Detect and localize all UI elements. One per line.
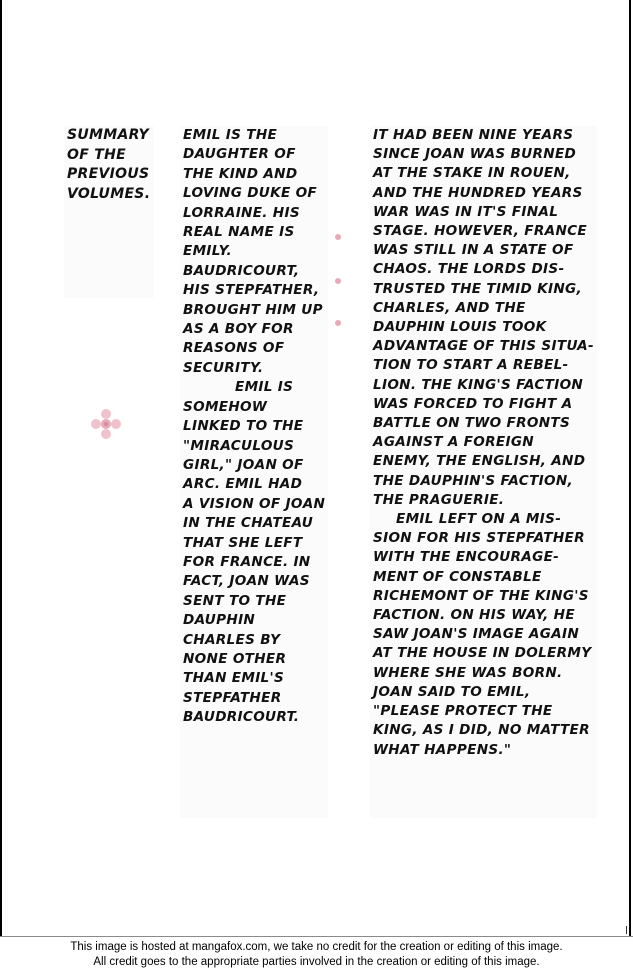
heading-line: PREVIOUS — [67, 166, 150, 182]
text-line: THE DAUPHIN'S FACTION, — [373, 472, 573, 489]
text-line: TRUSTED THE TIMID KING, — [373, 280, 582, 297]
text-line: WAS STILL IN A STATE OF — [373, 242, 574, 259]
text-line: AT THE STAKE IN ROUEN, — [373, 165, 571, 182]
text-line: LION. THE KING'S FACTION — [373, 376, 584, 393]
text-line: KING, AS I DID, NO MATTER — [373, 722, 590, 739]
text-line: TION TO START A REBEL- — [373, 357, 569, 374]
text-line: BATTLE ON TWO FRONTS — [373, 415, 571, 432]
text-line: THE PRAGUERIE. — [373, 491, 505, 508]
text-line: AGAINST A FOREIGN — [373, 434, 534, 451]
text-line: SECURITY. — [183, 359, 264, 376]
text-line: STEPFATHER — [183, 689, 282, 706]
text-line: SENT TO THE — [183, 592, 287, 609]
page-bottom-rule — [0, 936, 633, 937]
text-line: FACT, JOAN WAS — [183, 573, 310, 590]
text-line: ENEMY, THE ENGLISH, AND — [373, 453, 586, 470]
text-line: WHAT HAPPENS." — [373, 741, 512, 758]
dot-ornament-icon — [333, 232, 343, 242]
text-line: SOMEHOW — [183, 398, 268, 415]
text-line: WAR WAS IN IT'S FINAL — [373, 203, 559, 220]
text-line: NONE OTHER — [183, 650, 287, 667]
heading-line: VOLUMES. — [67, 185, 151, 202]
text-line: SAW JOAN'S IMAGE AGAIN — [373, 626, 580, 643]
flower-ornament-icon — [88, 406, 124, 442]
text-line: AT THE HOUSE IN DOLERMY — [373, 645, 592, 662]
hosting-disclaimer — [0, 940, 633, 969]
text-line: EMIL LEFT ON A MIS- — [396, 511, 562, 528]
heading-line: SUMMARY — [67, 127, 149, 143]
corner-tick — [626, 926, 627, 934]
middle-column-text — [180, 126, 328, 818]
text-line: ARC. EMIL HAD — [183, 476, 303, 493]
text-line: DAUPHIN — [183, 612, 256, 629]
text-line: WHERE SHE WAS BORN. — [373, 664, 563, 681]
text-line: CHARLES, AND THE — [373, 299, 526, 316]
text-line: AND THE HUNDRED YEARS — [373, 184, 583, 201]
text-line: HIS STEPFATHER, — [183, 282, 320, 299]
text-line: FOR FRANCE. IN — [183, 553, 311, 570]
text-line: LOVING DUKE OF — [183, 185, 318, 202]
right-column-text — [370, 126, 597, 818]
text-line: LINKED TO THE — [183, 418, 304, 435]
text-line: BAUDRICOURT, — [183, 262, 300, 279]
text-line: WAS FORCED TO FIGHT A — [373, 395, 573, 412]
text-line: AS A BOY FOR — [183, 321, 294, 338]
text-line: STAGE. HOWEVER, FRANCE — [373, 223, 588, 240]
text-line: SION FOR HIS STEPFATHER — [373, 530, 585, 547]
text-line: "PLEASE PROTECT THE — [373, 703, 553, 720]
text-line: THAN EMIL'S — [183, 670, 285, 687]
text-line: A VISION OF JOAN — [183, 495, 326, 512]
text-line: CHAOS. THE LORDS DIS- — [373, 261, 565, 278]
text-line: THAT SHE LEFT — [183, 534, 303, 551]
text-line: CHARLES BY — [183, 631, 281, 648]
summary-heading — [64, 126, 154, 298]
dot-ornament-icon — [333, 276, 343, 286]
text-line: DAUGHTER OF — [183, 146, 296, 163]
text-line: LORRAINE. HIS — [183, 204, 300, 221]
text-line: "MIRACULOUS — [183, 437, 295, 454]
text-line: MENT OF CONSTABLE — [373, 568, 542, 585]
text-line: IT HAD BEEN NINE YEARS — [373, 127, 574, 143]
text-line: ADVANTAGE OF THIS SITUA- — [373, 338, 594, 355]
disclaimer-line-1: This image is hosted at mangafox.com, we take no credit for the creation or editing of this image. — [70, 941, 563, 953]
text-line: FACTION. ON HIS WAY, HE — [373, 607, 575, 624]
text-line: REASONS OF — [183, 340, 285, 357]
text-line: JOAN SAID TO EMIL, — [373, 683, 531, 700]
heading-line: OF THE — [67, 146, 126, 163]
dot-ornament-icon — [333, 318, 343, 328]
text-line: BAUDRICOURT. — [183, 709, 300, 726]
text-line: RICHEMONT OF THE KING'S — [373, 587, 589, 604]
text-line: WITH THE ENCOURAGE- — [373, 549, 560, 566]
text-line: GIRL," JOAN OF — [183, 456, 304, 473]
text-line: THE KIND AND — [183, 165, 298, 182]
disclaimer-line-2: All credit goes to the appropriate parties involved in the creation or editing of this image. — [93, 955, 540, 968]
text-line: EMIL IS THE — [183, 127, 278, 143]
text-line: EMIL IS — [235, 379, 294, 396]
text-line: REAL NAME IS — [183, 224, 295, 241]
text-line: SINCE JOAN WAS BURNED — [373, 146, 577, 163]
text-line: DAUPHIN LOUIS TOOK — [373, 319, 547, 336]
text-line: BROUGHT HIM UP — [183, 301, 323, 318]
text-line: EMILY. — [183, 243, 232, 260]
text-line: IN THE CHATEAU — [183, 515, 314, 532]
